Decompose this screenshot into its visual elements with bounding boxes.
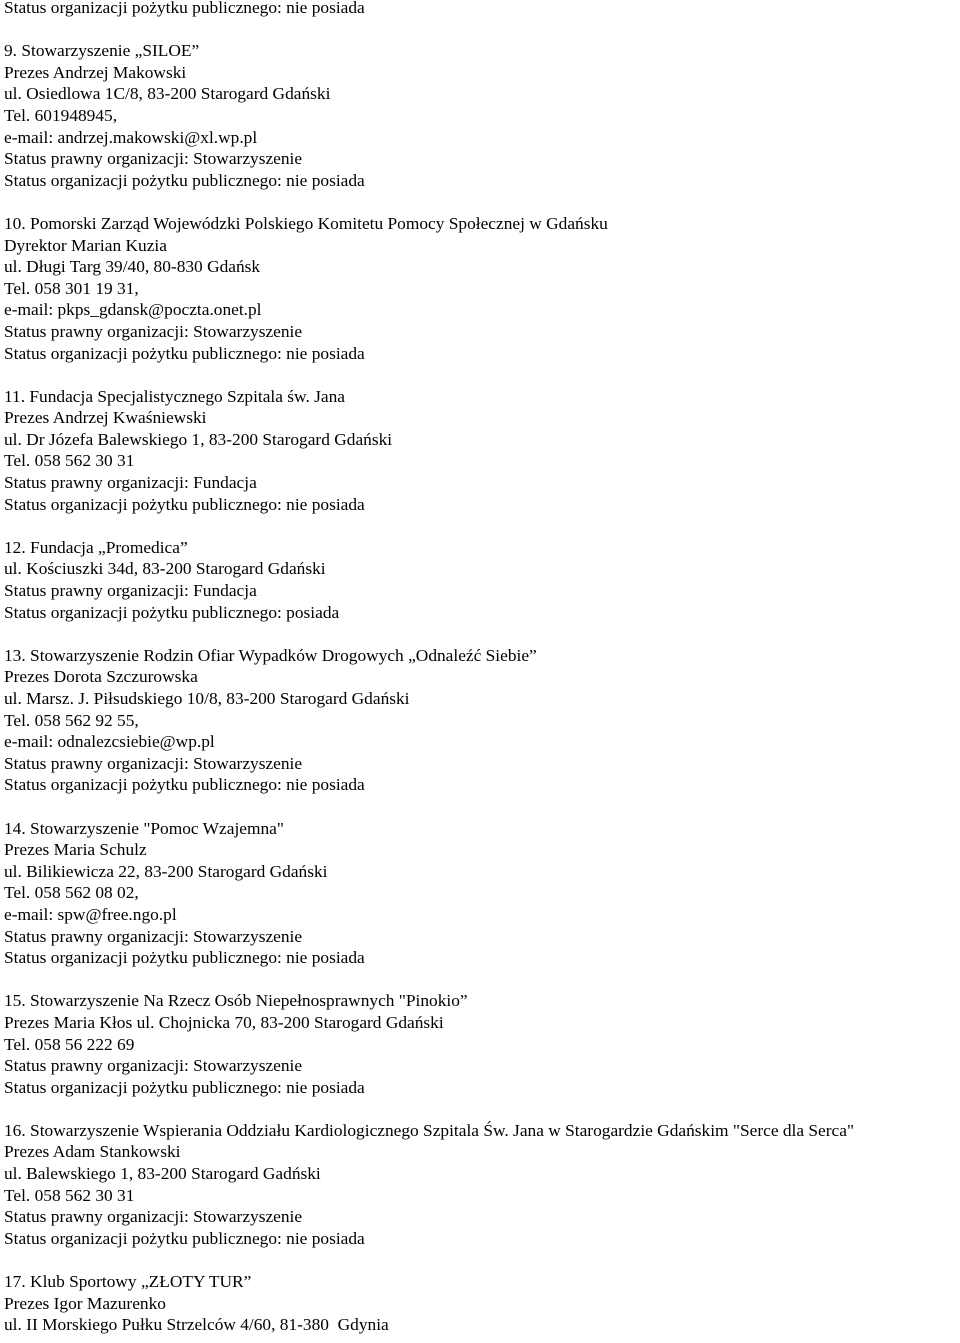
entry-address: ul. Marsz. J. Piłsudskiego 10/8, 83-200 Starogard Gdański: [4, 689, 410, 708]
entry-title: 14. Stowarzyszenie "Pomoc Wzajemna": [4, 818, 284, 838]
entry-public-benefit-status: Status organizacji pożytku publicznego: nie posiada: [4, 1228, 365, 1248]
entry-title: 10. Pomorski Zarząd Wojewódzki Polskiego Komitetu Pomocy Społecznej w Gdańsku: [4, 213, 608, 233]
organization-entry-17: [4, 1271, 960, 1336]
entry-legal-status: Status prawny organizacji: Stowarzyszenie: [4, 753, 303, 773]
entry-address: ul. Dr Józefa Balewskiego 1, 83-200 Starogard Gdański: [4, 429, 393, 449]
entry-president: Prezes Andrzej Makowski: [4, 62, 187, 82]
entry-title: 9. Stowarzyszenie „SILOE”: [4, 41, 200, 61]
entry-title: 15. Stowarzyszenie Na Rzecz Osób Niepełnosprawnych "Pinokio”: [4, 991, 468, 1011]
entry-email: e-mail: spw@free.ngo.pl: [4, 904, 177, 924]
entry-title: 17. Klub Sportowy „ZŁOTY TUR”: [4, 1272, 252, 1292]
entry-phone: Tel. 058 56 222 69: [4, 1034, 135, 1054]
entry-president: Prezes Adam Stankowski: [4, 1142, 181, 1162]
entry-public-benefit-status: Status organizacji pożytku publicznego: nie posiada: [4, 948, 365, 968]
entry-public-benefit-status: Status organizacji pożytku publicznego: nie posiada: [4, 775, 365, 795]
entry-address: ul. Bilikiewicza 22, 83-200 Starogard Gdański: [4, 861, 328, 881]
entry-email: e-mail: andrzej.makowski@xl.wp.pl: [4, 127, 258, 147]
entry-president: Prezes Dorota Szczurowska: [4, 667, 198, 687]
entry-legal-status: Status prawny organizacji: Stowarzyszenie: [4, 1207, 303, 1227]
entry-director: Dyrektor Marian Kuzia: [4, 235, 167, 255]
entry-address: ul. II Morskiego Pułku Strzelców 4/60, 81-380 Gdynia: [4, 1315, 389, 1335]
document-page: [4, 0, 960, 1336]
organization-entry-16: [4, 1120, 960, 1250]
entry-public-benefit-status: Status organizacji pożytku publicznego: posiada: [4, 602, 340, 622]
entry-legal-status: Status prawny organizacji: Stowarzyszenie: [4, 1056, 303, 1076]
organization-entry-12: [4, 537, 960, 623]
entry-address: ul. Kościuszki 34d, 83-200 Starogard Gdański: [4, 559, 326, 579]
entry-public-benefit-status: Status organizacji pożytku publicznego: nie posiada: [4, 170, 365, 190]
organization-entry-14: [4, 818, 960, 969]
organization-entry-11: [4, 386, 960, 516]
entry-email: e-mail: odnalezcsiebie@wp.pl: [4, 732, 215, 752]
entry-president: Prezes Maria Schulz: [4, 840, 147, 860]
entry-legal-status: Status prawny organizacji: Fundacja: [4, 581, 257, 601]
entry-legal-status: Status prawny organizacji: Stowarzyszenie: [4, 149, 303, 169]
entry-address: ul. Długi Targ 39/40, 80-830 Gdańsk: [4, 257, 261, 277]
entry-legal-status: Status prawny organizacji: Fundacja: [4, 473, 257, 493]
entry-phone: Tel. 058 301 19 31,: [4, 278, 139, 298]
entry-address: ul. Osiedlowa 1C/8, 83-200 Starogard Gdański: [4, 84, 331, 104]
entry-title: 16. Stowarzyszenie Wspierania Oddziału Kardiologicznego Szpitala Św. Jana w Starogardzie Gdańskim "Serce dla Serca": [4, 1120, 855, 1140]
entry-title: 11. Fundacja Specjalistycznego Szpitala św. Jana: [4, 386, 345, 406]
entry-president: Prezes Igor Mazurenko: [4, 1293, 166, 1313]
organization-entry-10: [4, 213, 960, 364]
entry-legal-status: Status prawny organizacji: Stowarzyszenie: [4, 926, 303, 946]
entry-phone: Tel. 058 562 08 02,: [4, 883, 139, 903]
entry-legal-status: Status prawny organizacji: Stowarzyszenie: [4, 321, 303, 341]
entry-phone: Tel. 058 562 30 31: [4, 451, 135, 471]
organization-entry-9: [4, 40, 960, 191]
entry-title: 13. Stowarzyszenie Rodzin Ofiar Wypadków Drogowych „Odnaleźć Siebie”: [4, 645, 537, 665]
entry-email: e-mail: pkps_gdansk@poczta.onet.pl: [4, 300, 262, 320]
entry-phone: Tel. 058 562 92 55,: [4, 710, 139, 730]
entry-title: 12. Fundacja „Promedica”: [4, 537, 188, 557]
status-line: Status organizacji pożytku publicznego: nie posiada: [4, 0, 365, 17]
entry-phone: Tel. 601948945,: [4, 105, 118, 125]
organization-entry-13: [4, 645, 960, 796]
entry-phone: Tel. 058 562 30 31: [4, 1185, 135, 1205]
entry-address: ul. Balewskiego 1, 83-200 Starogard Gadński: [4, 1164, 321, 1184]
entry-public-benefit-status: Status organizacji pożytku publicznego: nie posiada: [4, 343, 365, 363]
entry-public-benefit-status: Status organizacji pożytku publicznego: nie posiada: [4, 1077, 365, 1097]
entry-president: Prezes Andrzej Kwaśniewski: [4, 408, 207, 428]
entry-president-address: Prezes Maria Kłos ul. Chojnicka 70, 83-200 Starogard Gdański: [4, 1012, 444, 1032]
organization-entry-15: [4, 990, 960, 1098]
entry-public-benefit-status: Status organizacji pożytku publicznego: nie posiada: [4, 494, 365, 514]
